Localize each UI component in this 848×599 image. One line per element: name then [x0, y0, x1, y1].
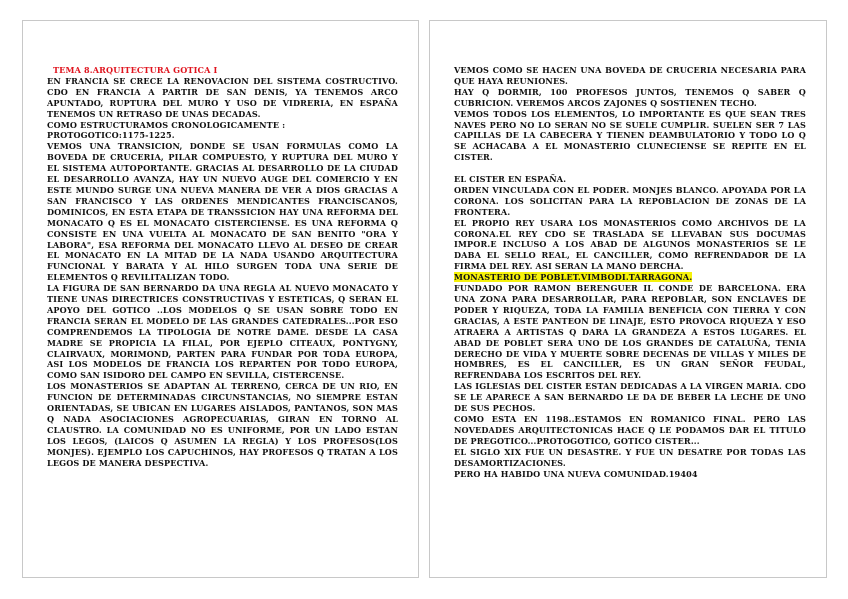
page-left-text [47, 65, 398, 469]
paragraph: VEMOS TODOS LOS ELEMENTOS, LO IMPORTANTE ES QUE SEAN TRES NAVES PERO NO LO SERAN NO SE SUELE CUMPLIR. SUELEN SER 7 LAS CAPILLAS DE LA CABECERA Y TIENEN DEAMBULATORIO Y TODO LO Q SE ACHACABA A EL MONASTERIO CLUNECIENSE SE REPITE EN EL CISTER. [454, 108, 806, 163]
paragraph: HAY Q DORMIR, 100 PROFESOS JUNTOS, TENEMOS Q SABER Q CUBRICION. VEREMOS ARCOS ZAJONES Q SOSTIENEN TECHO. [454, 86, 806, 108]
highlighted-heading [454, 272, 806, 283]
document-page-right [429, 20, 827, 578]
section-heading: EL CISTER EN ESPAÑA. [454, 174, 567, 185]
blank-line [454, 163, 806, 174]
paragraph: ORDEN VINCULADA CON EL PODER. MONJES BLANCO. APOYADA POR LA CORONA. LOS SOLICITAN PARA LA REPOBLACION DE ZONAS DE LA FRONTERA. [454, 184, 806, 217]
paragraph: PROTOGOTICO:1175-1225. [47, 130, 175, 141]
paragraph: FUNDADO POR RAMON BERENGUER IL CONDE DE BARCELONA. ERA UNA ZONA PARA DESARROLLAR, PARA REPOBLAR, SON ENCLAVES DE PODER Y RIQUEZA, TODA LA FAMILIA BENEFICIA CON TIERRA Y CON GRACIAS, A ESTE PANTEON DE LINAJE, ESTO PROVOCA RIQUEZA Y ESO ATRAERA A ARTISTAS Q DARA LA GRANDEZA A ESTOS LUGARES. EL ABAD DE POBLET SERA UNO DE LOS GRANDES DE CATALUÑA, TENIA DERECHO DE VIDA Y MUERTE SOBRE DECENAS DE VILLAS Y MILES DE HOMBRES, ES EL CANCILLER, ES UN GRAN SEÑOR FEUDAL, REFRENDABA LOS ESCRITOS DEL REY. [454, 283, 806, 381]
paragraph: LAS IGLESIAS DEL CISTER ESTAN DEDICADAS A LA VIRGEN MARIA. CDO SE LE APARECE A SAN BERNARDO LE DA DE BEBER LA LECHE DE UNO DE SUS PECHOS. [454, 381, 806, 414]
paragraph: COMO ESTRUCTURAMOS CRONOLOGICAMENTE : [47, 119, 286, 130]
paragraph: VEMOS UNA TRANSICION, DONDE SE USAN FORMULAS COMO LA BOVEDA DE CRUCERIA, PILAR COMPUESTO, Y RUPTURA DEL MURO Y EL SISTEMA AUTOPORTANTE. GRACIAS AL DESARROLLO DE LA CIUDAD EL DESARROLLO AVANZA, HAY UN NUEVO AUGE DEL COMERCIO Y EN ESTE MUNDO SURGE UNA NUEVA MANERA DE VER A DIOS GRACIAS A SAN FRANCISCO Y LAS ORDENES MENDICANTES FRANCISCANOS, DOMINICOS, EN ESTA ETAPA DE TRANSSICION HAY UNA REFORMA DEL MONACATO Q ES EL MONACATO CISTERCIENSE. ES UNA REFORMA Q CONSISTE EN UNA VUELTA AL MONACATO DE SAN BENITO "ORA Y LABORA", ESA REFORMA DEL MONACATO LLEVO AL DESEO DE CREAR EL MONACATO EN LA MITAD DE LA NADA USANDO ARQUITECTURA FUNCIONAL Y BARATA Y AL HILO SURGEN TODA UNA SERIE DE ELEMENTOS Q REVILITALIZAN TODO. [47, 141, 398, 283]
paragraph: LOS MONASTERIOS SE ADAPTAN AL TERRENO, CERCA DE UN RIO, EN FUNCION DE DETERMINADAS CIRCUNSTANCIAS, NO SIEMPRE ESTAN ORIENTADAS, SE UBICAN EN LUGARES AISLADOS, PANTANOS, SON MAS Q NADA ASOCIACIONES AGROPECUARIAS, GIRAN EN TORNO AL CLAUSTRO. LA COMUNIDAD NO ES UNIFORME, POR UN LADO ESTAN LOS LEGOS, (LAICOS Q ASUMEN LA REGLA) Y LOS PROFESOS(LOS MONJES). EJEMPLO LOS CAPUCHINOS, HAY PROFESOS Q TRATAN A LOS LEGOS DE MANERA DESPECTIVA. [47, 381, 398, 468]
paragraph: EN FRANCIA SE CRECE LA RENOVACION DEL SISTEMA COSTRUCTIVO. CDO EN FRANCIA A PARTIR DE SAN DENIS, YA TENEMOS ARCO APUNTADO, RUPTURA DEL MURO Y USO DE VIDRERIA, EN ESPAÑA TENEMOS UN RETRASO DE UNAS DECADAS. [47, 75, 398, 119]
paragraph: LA FIGURA DE SAN BERNARDO DA UNA REGLA AL NUEVO MONACATO Y TIENE UNAS DIRECTRICES CONSTRUCTIVAS Y ESTETICAS, Q SERAN EL APOYO DEL GOTICO ..LOS MODELOS Q SE USAN SOBRE TODO EN FRANCIA SERAN EL MODELO DE LAS GRANDES CATEDRALES...POR ESO COMPRENDEMOS LA TIPOLOGIA DE NOTRE DAME. DESDE LA CASA MADRE SE PROPICIA LA FILAL, POR EJEPLO CITEAUX, PONTYGNY, CLAIRVAUX, MORIMOND, PARTEN PARA FUNDAR POR TODA EUROPA, ASI LOS MODELOS DE FRANCIA LOS REPARTEN POR TODO EUROPA, COMO SAN ISIDORO DEL CAMPO EN SEVILLA, CISTERCENSE. [47, 283, 398, 381]
page-right-text [454, 65, 806, 479]
document-page-left [22, 20, 419, 578]
highlight-marker: MONASTERIO DE POBLET.VIMBODI.TARRAGONA. [454, 272, 693, 283]
page-title: TEMA 8.ARQUITECTURA GOTICA I [53, 65, 218, 75]
paragraph: EL SIGLO XIX FUE UN DESASTRE. Y FUE UN DESATRE POR TODAS LAS DESAMORTIZACIONES. [454, 446, 806, 468]
paragraph: PERO HA HABIDO UNA NUEVA COMUNIDAD.19404 [454, 468, 698, 479]
paragraph: COMO ESTA EN 1198..ESTAMOS EN ROMANICO FINAL. PERO LAS NOVEDADES ARQUITECTONICAS HACE Q LE PODAMOS DAR EL TITULO DE PREGOTICO...PROTOGOTICO, GOTICO CISTER... [454, 413, 806, 446]
paragraph: VEMOS COMO SE HACEN UNA BOVEDA DE CRUCERIA NECESARIA PARA QUE HAYA REUNIONES. [454, 65, 806, 86]
paragraph: EL PROPIO REY USARA LOS MONASTERIOS COMO ARCHIVOS DE LA CORONA.EL REY CDO SE TRASLADA SE LLEVABAN SUS DOCUMAS IMPOR.E INCLUSO A LOS ABAD DE ALGUNOS MONASTERIOS SE LE DABA EL SELLO REAL, EL CANCILLER, COMO REFRENDADOR DE LA FIRMA DEL REY. ASI SERAN LA MANO DERCHA. [454, 217, 806, 272]
